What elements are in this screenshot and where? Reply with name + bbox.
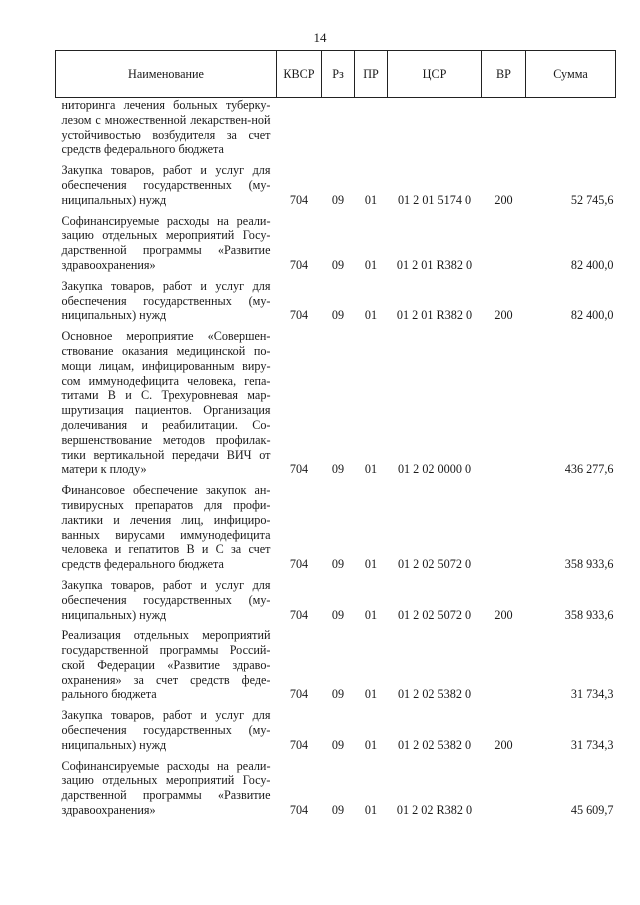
row-name: Софинансируемые расходы на реали-зацию отдельных мероприятий Госу-дарственной программы «Развитие здравоохранения»	[61, 758, 271, 818]
row-sum: 31 734,3	[570, 687, 614, 702]
row-name: Закупка товаров, работ и услуг для обеспечения государственных (му-ниципальных) нужд	[61, 278, 271, 323]
table-header-row	[56, 51, 616, 98]
row-pr: 01	[364, 803, 378, 818]
row-pr: 01	[364, 192, 378, 207]
table-row	[56, 273, 616, 323]
row-vr	[482, 208, 526, 273]
row-kvsr: 704	[289, 308, 309, 323]
row-name: Закупка товаров, работ и услуг для обеспечения государственных (му-ниципальных) нужд	[61, 708, 271, 752]
row-sum: 31 734,3	[570, 737, 614, 752]
column-header-rz: Рз	[322, 51, 355, 98]
column-header-vr: ВР	[482, 51, 526, 98]
row-rz: 09	[331, 308, 345, 323]
row-name: ниторинга лечения больных туберку-лезом с множественной лекарствен-ной устойчивостью возбудителя за счет средств федерального бюджета	[61, 98, 271, 157]
row-rz: 09	[331, 557, 345, 572]
row-sum: 358 933,6	[564, 607, 614, 622]
row-pr: 01	[364, 737, 378, 752]
row-pr: 01	[364, 607, 378, 622]
row-kvsr	[277, 98, 322, 158]
row-vr	[482, 477, 526, 572]
table-row	[56, 477, 616, 572]
row-vr: 200	[494, 607, 513, 622]
row-kvsr: 704	[289, 557, 309, 572]
row-vr: 200	[494, 308, 513, 323]
column-header-sum: Сумма	[526, 51, 616, 98]
page-number: 14	[313, 30, 327, 45]
row-sum: 52 745,6	[570, 192, 614, 207]
row-sum	[526, 98, 616, 158]
row-kvsr: 704	[289, 607, 309, 622]
row-pr	[355, 98, 388, 158]
row-vr	[482, 622, 526, 702]
row-rz: 09	[331, 737, 345, 752]
row-sum: 358 933,6	[564, 557, 614, 572]
row-kvsr: 704	[289, 737, 309, 752]
row-kvsr: 704	[289, 462, 309, 477]
table-row	[56, 157, 616, 207]
row-pr: 01	[364, 687, 378, 702]
row-csr: 01 2 02 5072 0	[397, 557, 472, 572]
row-rz: 09	[331, 607, 345, 622]
row-pr: 01	[364, 308, 378, 323]
row-csr: 01 2 01 R382 0	[396, 257, 473, 272]
row-rz: 09	[331, 257, 345, 272]
table-row	[56, 208, 616, 273]
row-sum: 82 400,0	[570, 257, 614, 272]
row-vr	[482, 98, 526, 158]
row-sum: 82 400,0	[570, 308, 614, 323]
table-row	[56, 98, 616, 158]
row-csr: 01 2 02 5072 0	[397, 607, 472, 622]
row-vr: 200	[494, 192, 513, 207]
table-row	[56, 753, 616, 818]
row-csr: 01 2 02 0000 0	[397, 462, 472, 477]
row-name: Закупка товаров, работ и услуг для обеспечения государственных (му-ниципальных) нужд	[61, 163, 271, 207]
row-name: Реализация отдельных мероприятий государственной программы Россий-ской Федерации «Развитие здраво-охранения» за счет средств феде-рального бюджета	[61, 628, 271, 702]
row-vr: 200	[494, 737, 513, 752]
row-pr: 01	[364, 257, 378, 272]
row-csr	[388, 98, 482, 158]
row-rz: 09	[331, 687, 345, 702]
row-kvsr: 704	[289, 803, 309, 818]
table-row	[56, 622, 616, 702]
row-rz: 09	[331, 803, 345, 818]
row-sum: 436 277,6	[564, 462, 614, 477]
table-row	[56, 323, 616, 477]
row-rz	[322, 98, 355, 158]
column-header-name: Наименование	[56, 51, 277, 98]
budget-table	[55, 50, 616, 818]
row-name: Основное мероприятие «Совершен-ствование оказания медицинской по-мощи лицам, инфицированным виру-сом иммунодефицита человека, гепа-титами В и С. Трехуровневая мар-шрутизация пациентов. Организация долечивания и реабилитации. Со-вершенствование методов профилак-тики вертикальной передачи ВИЧ от матери к плоду»	[61, 329, 271, 477]
row-csr: 01 2 02 5382 0	[397, 737, 472, 752]
row-sum: 45 609,7	[570, 803, 614, 818]
row-name: Софинансируемые расходы на реали-зацию отдельных мероприятий Госу-дарственной программы «Развитие здравоохранения»	[61, 213, 271, 272]
row-csr: 01 2 01 5174 0	[397, 192, 472, 207]
row-name: Закупка товаров, работ и услуг для обеспечения государственных (му-ниципальных) нужд	[61, 577, 271, 622]
row-kvsr: 704	[289, 687, 309, 702]
row-pr: 01	[364, 462, 378, 477]
row-csr: 01 2 01 R382 0	[396, 308, 473, 323]
row-csr: 01 2 02 5382 0	[397, 687, 472, 702]
table-row	[56, 702, 616, 752]
row-kvsr: 704	[289, 257, 309, 272]
row-rz: 09	[331, 462, 345, 477]
row-csr: 01 2 02 R382 0	[396, 803, 473, 818]
row-vr	[482, 753, 526, 818]
column-header-pr: ПР	[355, 51, 388, 98]
row-rz: 09	[331, 192, 345, 207]
row-vr	[482, 323, 526, 477]
column-header-kvsr: КВСР	[277, 51, 322, 98]
column-header-csr: ЦСР	[388, 51, 482, 98]
row-name: Финансовое обеспечение закупок ан-тивирусных препаратов для профи-лактики и лечения лиц, инфициро-ванных вирусами иммунодефицита человека и гепатитов В и С за счет средств федерального бюджета	[61, 483, 271, 572]
row-pr: 01	[364, 557, 378, 572]
row-kvsr: 704	[289, 192, 309, 207]
table-row	[56, 572, 616, 622]
